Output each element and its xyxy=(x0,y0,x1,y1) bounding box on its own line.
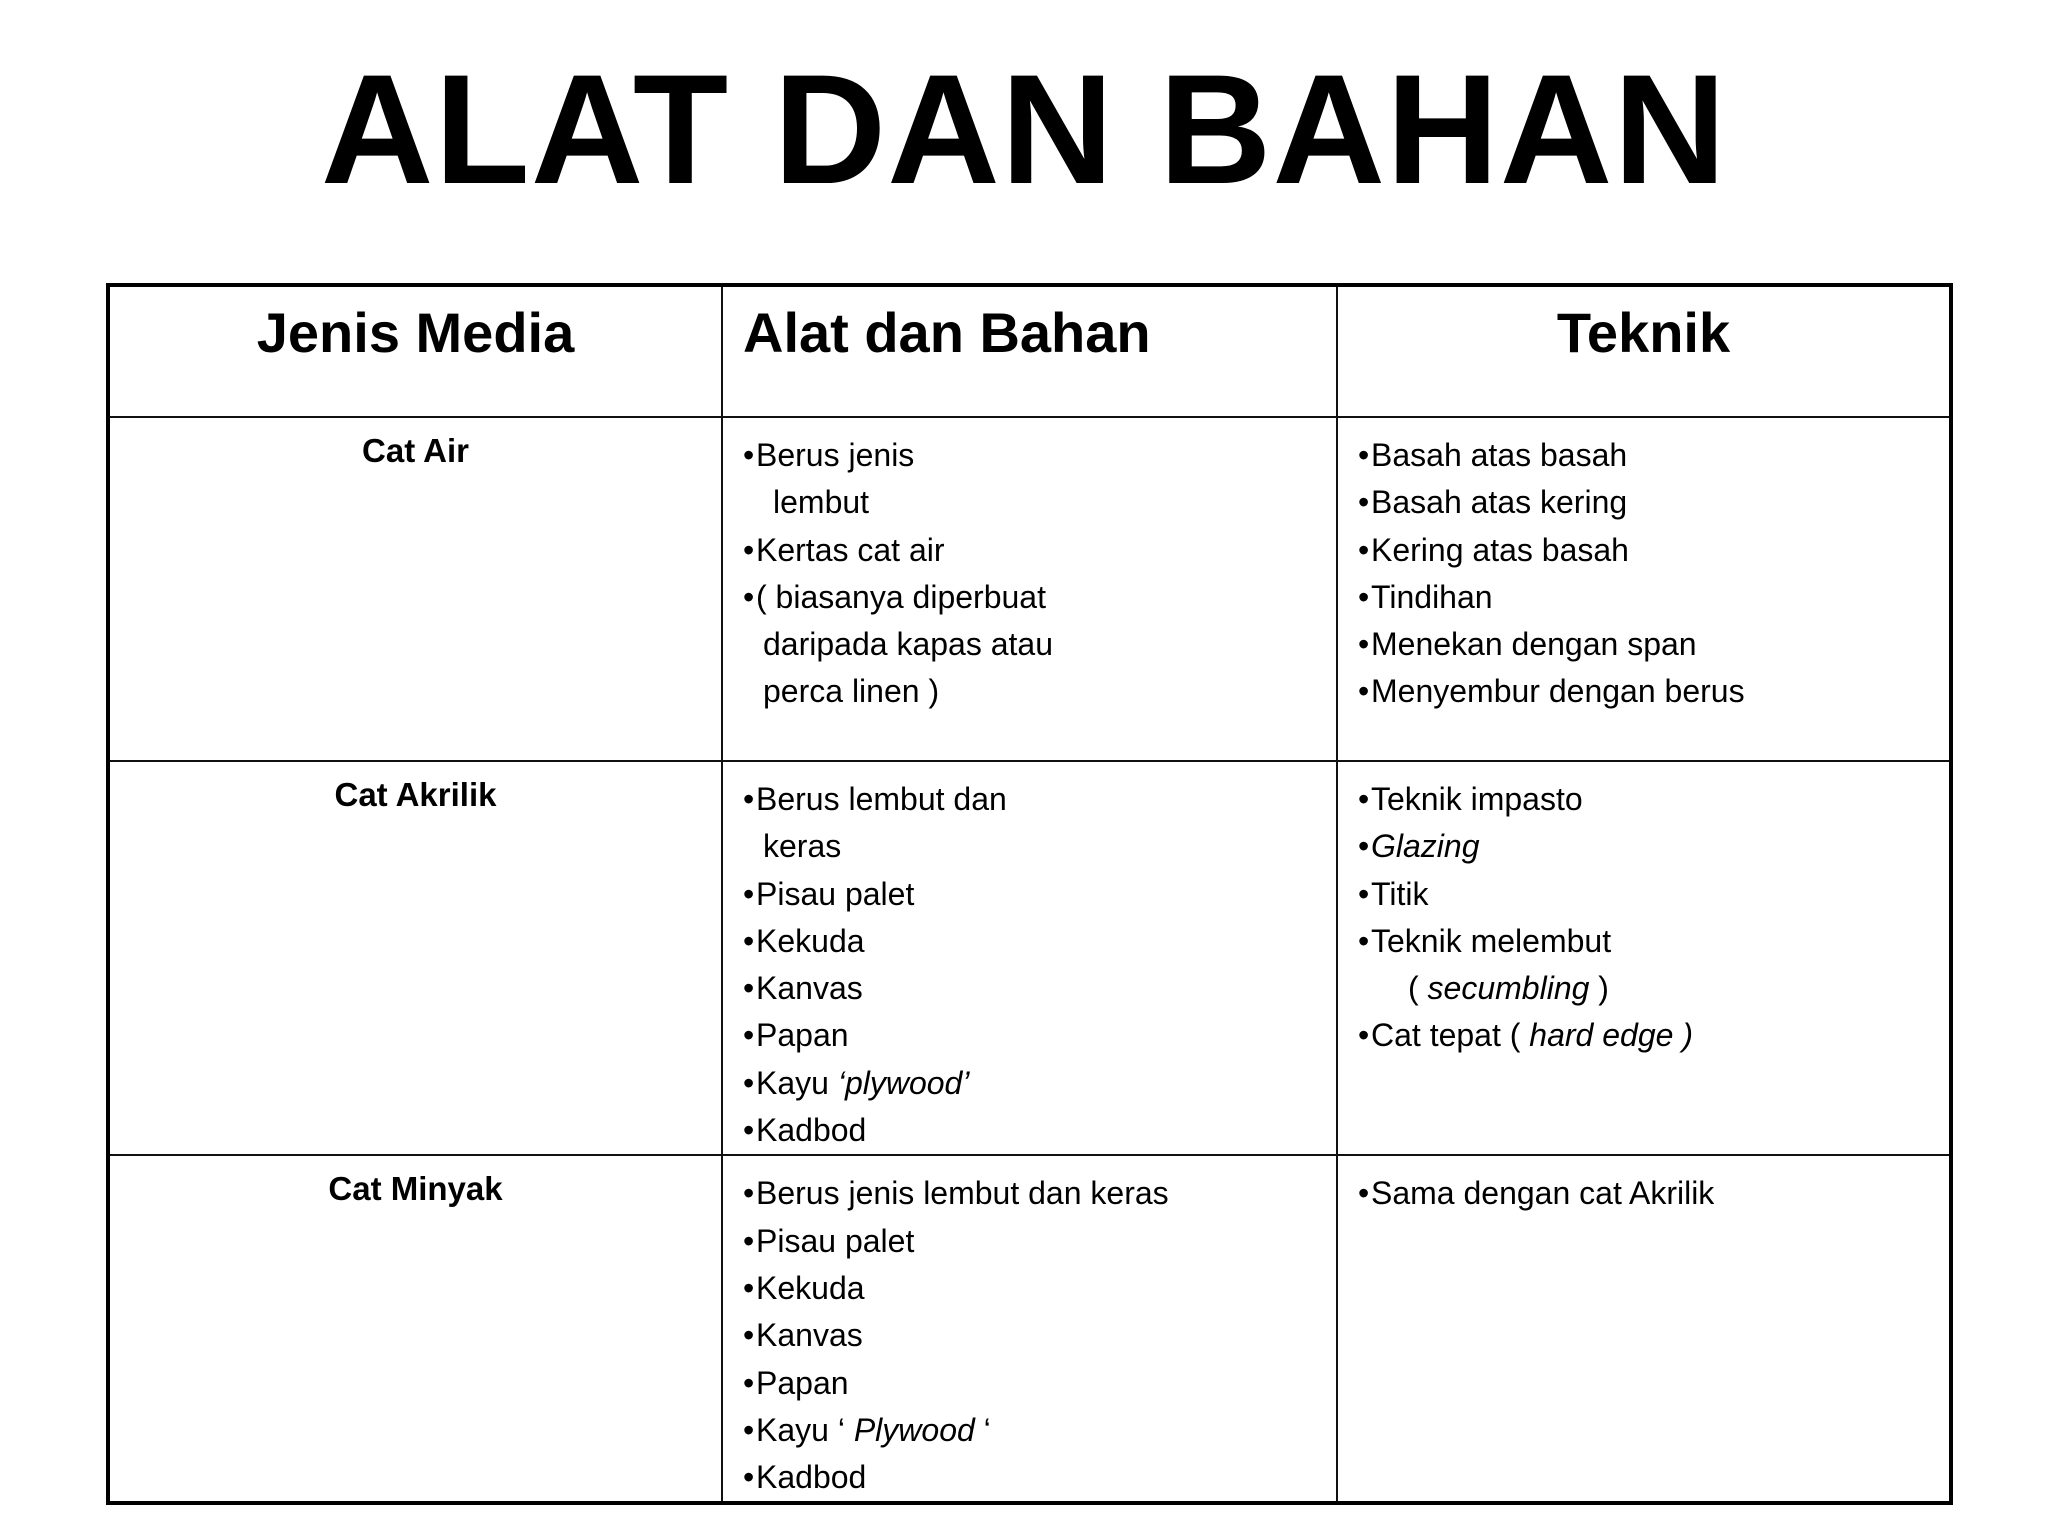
item-text: Kekuda xyxy=(756,922,865,959)
item-text: Papan xyxy=(756,1017,849,1054)
list-item xyxy=(1358,479,1949,526)
bullet: • xyxy=(743,437,755,473)
list-item xyxy=(743,776,1336,823)
item-text-italic: Glazing xyxy=(1371,828,1480,865)
alat-list xyxy=(723,1156,1336,1501)
item-text: lembut xyxy=(773,484,870,521)
list-item xyxy=(1358,432,1949,479)
item-text-italic: hard edge ) xyxy=(1529,1017,1693,1054)
teknik-cell xyxy=(1337,417,1951,761)
bullet: • xyxy=(743,1222,755,1259)
page-title: ALAT DAN BAHAN xyxy=(320,43,1728,217)
teknik-cell xyxy=(1337,1155,1951,1503)
bullet: • xyxy=(743,1175,755,1212)
teknik-list xyxy=(1338,762,1949,1060)
list-item xyxy=(1358,621,1949,668)
bullet: • xyxy=(1358,531,1370,568)
table-header-row xyxy=(108,285,1951,417)
teknik-list xyxy=(1338,1156,1949,1217)
media-cell xyxy=(108,761,722,1155)
list-item xyxy=(743,432,1336,479)
list-item xyxy=(743,527,1336,574)
bullet: • xyxy=(743,922,755,959)
bullet: • xyxy=(743,1269,755,1306)
table-row xyxy=(108,417,1951,761)
list-item xyxy=(743,1360,1336,1407)
item-text: Teknik impasto xyxy=(1371,781,1583,817)
header-jenis-media: Jenis Media xyxy=(108,285,722,417)
table-row xyxy=(108,1155,1951,1503)
bullet: • xyxy=(743,578,755,615)
item-text-italic: Plywood xyxy=(853,1411,975,1448)
list-item xyxy=(1358,823,1949,870)
list-item xyxy=(1358,871,1949,918)
alat-cell xyxy=(722,761,1337,1155)
media-name: Cat Minyak xyxy=(328,1170,503,1208)
alat-cell xyxy=(722,1155,1337,1503)
bullet: • xyxy=(743,1459,755,1496)
list-item xyxy=(743,1170,1336,1217)
item-text: Kayu ‘ xyxy=(756,1411,854,1448)
item-text: ( biasanya diperbuat xyxy=(756,578,1046,615)
list-item-continuation xyxy=(743,621,1336,668)
list-item xyxy=(743,1407,1336,1454)
item-text: Sama dengan cat Akrilik xyxy=(1371,1175,1715,1212)
item-text: Teknik melembut xyxy=(1371,922,1612,959)
item-text: ‘ xyxy=(974,1411,991,1448)
list-item xyxy=(1358,1012,1949,1059)
list-item xyxy=(743,1107,1336,1154)
item-text: ) xyxy=(1589,970,1609,1007)
list-item xyxy=(743,1265,1336,1312)
item-text: ( xyxy=(1408,970,1428,1007)
item-text: Kekuda xyxy=(756,1269,865,1306)
list-item xyxy=(743,574,1336,621)
bullet: • xyxy=(1358,781,1370,817)
table-row xyxy=(108,761,1951,1155)
item-text: Papan xyxy=(756,1364,849,1401)
list-item-continuation xyxy=(1358,965,1949,1012)
item-text: Menekan dengan span xyxy=(1371,626,1697,663)
teknik-list xyxy=(1338,418,1949,716)
list-item xyxy=(1358,918,1949,965)
list-item xyxy=(743,1218,1336,1265)
item-text: Pisau palet xyxy=(756,1222,915,1259)
item-text-italic: secumbling xyxy=(1427,970,1590,1007)
list-item-continuation xyxy=(743,823,1336,870)
bullet: • xyxy=(1358,828,1370,865)
item-text: Kanvas xyxy=(756,1317,863,1354)
item-text: Pisau palet xyxy=(756,875,915,912)
bullet: • xyxy=(1358,1175,1370,1212)
alat-list xyxy=(723,418,1336,716)
item-text: Basah atas basah xyxy=(1371,437,1628,473)
item-text: Kayu xyxy=(756,1064,838,1101)
bullet: • xyxy=(1358,626,1370,663)
item-text: daripada kapas atau xyxy=(763,626,1053,663)
bullet: • xyxy=(743,970,755,1007)
bullet: • xyxy=(743,875,755,912)
bullet: • xyxy=(1358,484,1370,521)
media-cell xyxy=(108,1155,722,1503)
item-text: Cat tepat ( xyxy=(1371,1017,1530,1054)
teknik-cell xyxy=(1337,761,1951,1155)
item-text: Berus jenis lembut dan keras xyxy=(756,1175,1169,1212)
list-item-continuation xyxy=(743,479,1336,526)
bullet: • xyxy=(1358,922,1370,959)
item-text: Kadbod xyxy=(756,1459,867,1496)
media-name: Cat Akrilik xyxy=(334,776,497,813)
list-item xyxy=(743,1312,1336,1359)
item-text: Basah atas kering xyxy=(1371,484,1628,521)
media-name: Cat Air xyxy=(362,432,469,469)
list-item xyxy=(743,965,1336,1012)
bullet: • xyxy=(1358,1017,1370,1054)
item-text: perca linen ) xyxy=(763,673,940,710)
media-table xyxy=(106,283,1953,1505)
header-teknik: Teknik xyxy=(1337,285,1951,417)
list-item xyxy=(1358,574,1949,621)
bullet: • xyxy=(743,1317,755,1354)
item-text: Kertas cat air xyxy=(756,531,945,568)
item-text: Berus jenis xyxy=(756,437,915,473)
item-text: Kering atas basah xyxy=(1371,531,1629,568)
list-item xyxy=(743,1012,1336,1059)
bullet: • xyxy=(743,1112,755,1149)
list-item xyxy=(743,1454,1336,1501)
item-text: Berus lembut dan xyxy=(756,781,1007,817)
list-item xyxy=(743,871,1336,918)
bullet: • xyxy=(1358,673,1370,710)
alat-cell xyxy=(722,417,1337,761)
header-alat-dan-bahan: Alat dan Bahan xyxy=(722,285,1337,417)
list-item xyxy=(1358,527,1949,574)
item-text: Titik xyxy=(1371,875,1429,912)
bullet: • xyxy=(1358,875,1370,912)
item-text: Menyembur dengan berus xyxy=(1371,673,1745,710)
bullet: • xyxy=(743,531,755,568)
bullet: • xyxy=(743,1017,755,1054)
bullet: • xyxy=(743,1411,755,1448)
list-item xyxy=(1358,776,1949,823)
bullet: • xyxy=(1358,578,1370,615)
list-item xyxy=(1358,1170,1949,1217)
list-item xyxy=(743,1060,1336,1107)
list-item-continuation xyxy=(743,668,1336,715)
item-text: keras xyxy=(763,828,842,865)
item-text: Kadbod xyxy=(756,1112,867,1149)
alat-list xyxy=(723,762,1336,1154)
list-item xyxy=(743,918,1336,965)
bullet: • xyxy=(743,781,755,817)
bullet: • xyxy=(743,1064,755,1101)
item-text-italic: ‘plywood’ xyxy=(837,1064,970,1101)
media-cell xyxy=(108,417,722,761)
bullet: • xyxy=(1358,437,1370,473)
bullet: • xyxy=(743,1364,755,1401)
item-text: Kanvas xyxy=(756,970,863,1007)
list-item xyxy=(1358,668,1949,715)
item-text: Tindihan xyxy=(1371,578,1493,615)
